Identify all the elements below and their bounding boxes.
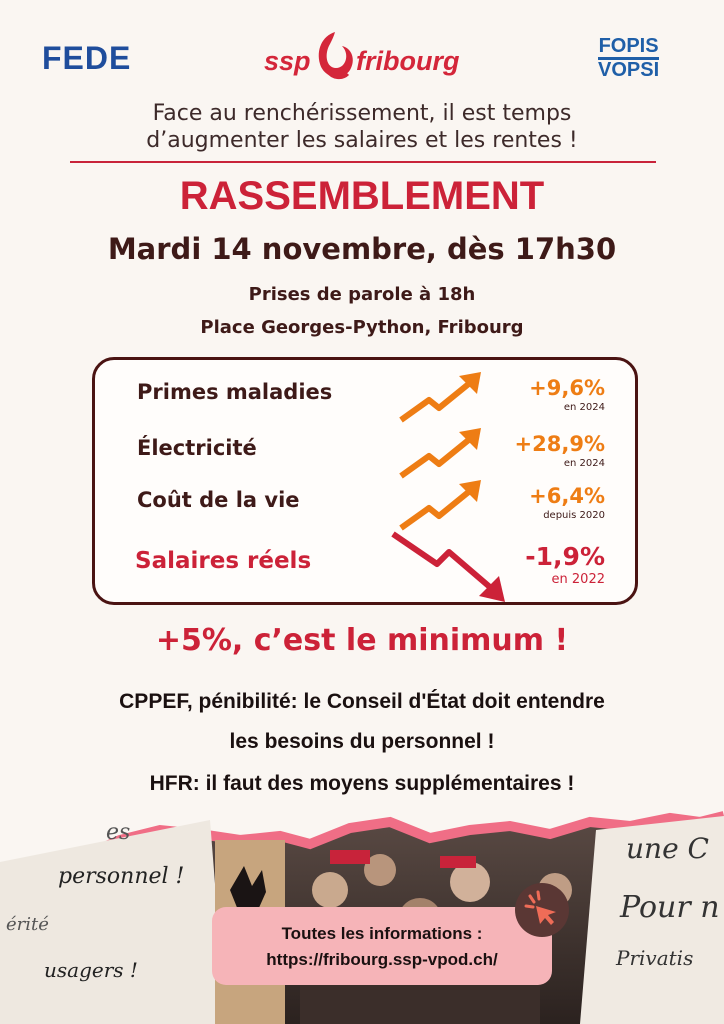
divider [70,161,656,163]
stat-row [95,360,635,416]
event-speeches: Prises de parole à 18h [248,284,476,305]
stat-note: en 2022 [551,572,605,587]
stats-card [92,357,638,605]
stat-value: -1,9% [525,542,605,571]
fede-logo: FEDE [42,40,132,76]
demand-line-2: les besoins du personnel ! [229,730,495,753]
trend-down-icon [387,528,517,604]
tagline-line-2: d’augmenter les salaires et les rentes ! [146,128,578,153]
stat-note: en 2024 [563,402,605,413]
demand-line-1: CPPEF, pénibilité: le Conseil d'État doit entendre [119,690,605,713]
fribourg-logo-text: fribourg [356,46,460,76]
sign-text-erite: érité [6,914,49,935]
stat-label: Électricité [137,436,257,460]
ssp-fribourg-logo [262,28,472,88]
tagline-line-1: Face au renchérissement, il est temps [152,101,572,126]
stat-value: +28,9% [514,432,605,456]
sign-text-top: es [106,820,131,845]
stat-value: +9,6% [529,376,605,400]
stat-row [95,522,635,602]
vopsi-text: VOPSI [598,59,660,81]
sign-text-pour: Pour n [620,890,720,925]
click-icon [514,882,570,938]
slogan: +5%, c’est le minimum ! [155,623,569,658]
fopis-vopsi-logo [598,36,659,80]
demand-line-3: HFR: il faut des moyens supplémentaires ! [149,772,575,795]
stat-note: depuis 2020 [543,510,605,521]
stat-row [95,416,635,472]
ssp-flame-logo [312,28,358,86]
stat-row [95,468,635,524]
sign-text-usagers: usagers ! [44,958,138,982]
tagline [0,100,724,154]
info-link[interactable]: https://fribourg.ssp-vpod.ch/ [266,950,498,969]
event-date: Mardi 14 novembre, dès 17h30 [107,232,617,266]
sign-text-privatis: Privatis [616,946,694,970]
sign-text-une: une C [626,832,709,865]
stat-label: Salaires réels [135,548,312,574]
fopis-text: FOPIS [598,36,659,60]
info-box [212,907,552,985]
ssp-logo-text: ssp [264,46,311,76]
stat-note: en 2024 [563,458,605,469]
event-title: RASSEMBLEMENT [179,174,545,218]
stat-value: +6,4% [529,484,605,508]
sign-text-personnel: personnel ! [58,864,185,889]
stat-label: Coût de la vie [137,488,300,512]
stat-label: Primes maladies [137,380,333,404]
info-label: Toutes les informations : [281,924,483,943]
event-place: Place Georges-Python, Fribourg [200,317,524,338]
